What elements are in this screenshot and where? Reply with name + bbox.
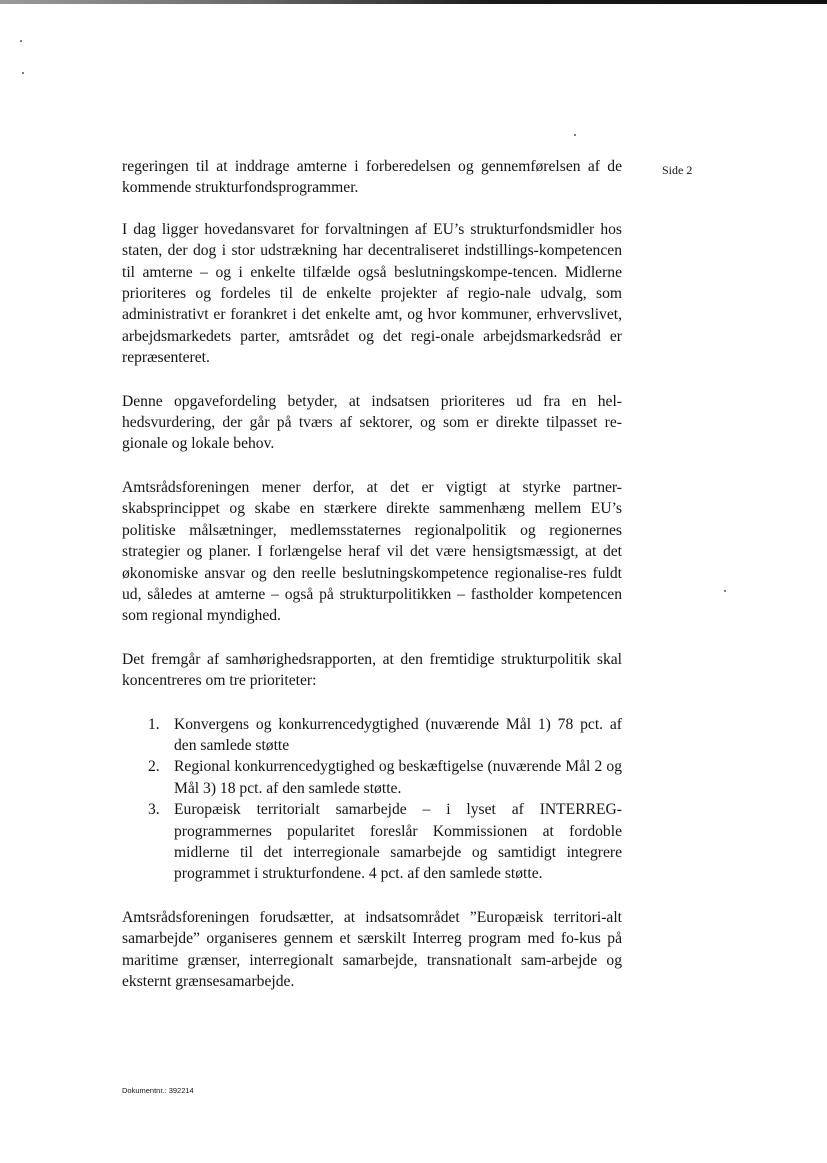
paragraph-continuation: regeringen til at inddrage amterne i forberedelsen og gennemførelsen af de kommende strukturfondsprogrammer. bbox=[122, 158, 622, 197]
list-item-text: Regional konkurrencedygtighed og beskæftigelse (nuværende Mål 2 og Mål 3) 18 pct. af den samlede støtte. bbox=[174, 758, 622, 797]
list-item-number: 1. bbox=[148, 715, 160, 733]
list-item bbox=[122, 799, 622, 885]
scan-speck bbox=[724, 590, 726, 592]
paragraph-partnership: Amtsrådsforeningen mener derfor, at det er vigtigt at styrke partner-skabsprincippet og skabe en stærkere direkte sammenhæng mellem EU’s politiske målsætninger, medlemsstaternes regionalpolitik og regionernes strategier og planer. I forlængelse heraf vil det være hensigtsmæssigt, at det økonomiske ansvar og den reelle beslutningskompetence regionalise-res fuldt ud, således at amterne – også på strukturpolitikken – fastholder kompetencen som regional myndighed. bbox=[122, 478, 622, 625]
scan-top-border bbox=[0, 0, 827, 4]
list-item-text: Konvergens og konkurrencedygtighed (nuværende Mål 1) 78 pct. af den samlede støtte bbox=[174, 715, 622, 754]
paragraph-responsibility: I dag ligger hovedansvaret for forvaltningen af EU’s strukturfondsmidler hos staten, der dog i stor udstrækning har decentraliseret indstillings-kompetencen til amterne – og i enkelte tilfælde også beslutningskompe-tencen. Midlerne prioriteres og fordeles til de enkelte projekter af regio-nale udvalg, som administrativt er forankret i det enkelte amt, og hvor kommuner, erhvervslivet, arbejdsmarkedets parter, amtsrådet og det regi-onale arbejdsmarkedsråd er repræsenteret. bbox=[122, 220, 622, 367]
scan-speck bbox=[574, 134, 576, 136]
page-number-label: Side 2 bbox=[662, 163, 693, 177]
paragraph-task-division: Denne opgavefordeling betyder, at indsatsen prioriteres ud fra en hel-hedsvurdering, der går på tværs af sektorer, og som er direkte tilpasset re-gionale og lokale behov. bbox=[122, 392, 622, 453]
list-item bbox=[122, 714, 622, 757]
list-item-text: Europæisk territorialt samarbejde – i lyset af INTERREG-programmernes popularitet foreslår Kommissionen at fordoble midlerne til det interregionale samarbejde og samtidigt integrere programmet i strukturfondene. 4 pct. af den samlede støtte. bbox=[174, 801, 622, 883]
list-item-number: 3. bbox=[148, 801, 160, 819]
paragraph-cohesion-report: Det fremgår af samhørighedsrapporten, at den fremtidige strukturpolitik skal koncentreres om tre prioriteter: bbox=[122, 650, 622, 690]
list-item-number: 2. bbox=[148, 758, 160, 776]
scan-speck bbox=[22, 72, 24, 74]
priorities-list bbox=[122, 714, 622, 885]
document-body bbox=[122, 156, 622, 1014]
document-number: Dokumentnr.: 392214 bbox=[122, 1086, 194, 1095]
list-item bbox=[122, 756, 622, 799]
scan-speck bbox=[20, 40, 22, 42]
paragraph-interreg: Amtsrådsforeningen forudsætter, at indsatsområdet ”Europæisk territori-alt samarbejde” organiseres gennem et særskilt Interreg program med fo-kus på maritime grænser, interregionalt samarbejde, transnationalt sam-arbejde og eksternt grænsesamarbejde. bbox=[122, 908, 622, 990]
